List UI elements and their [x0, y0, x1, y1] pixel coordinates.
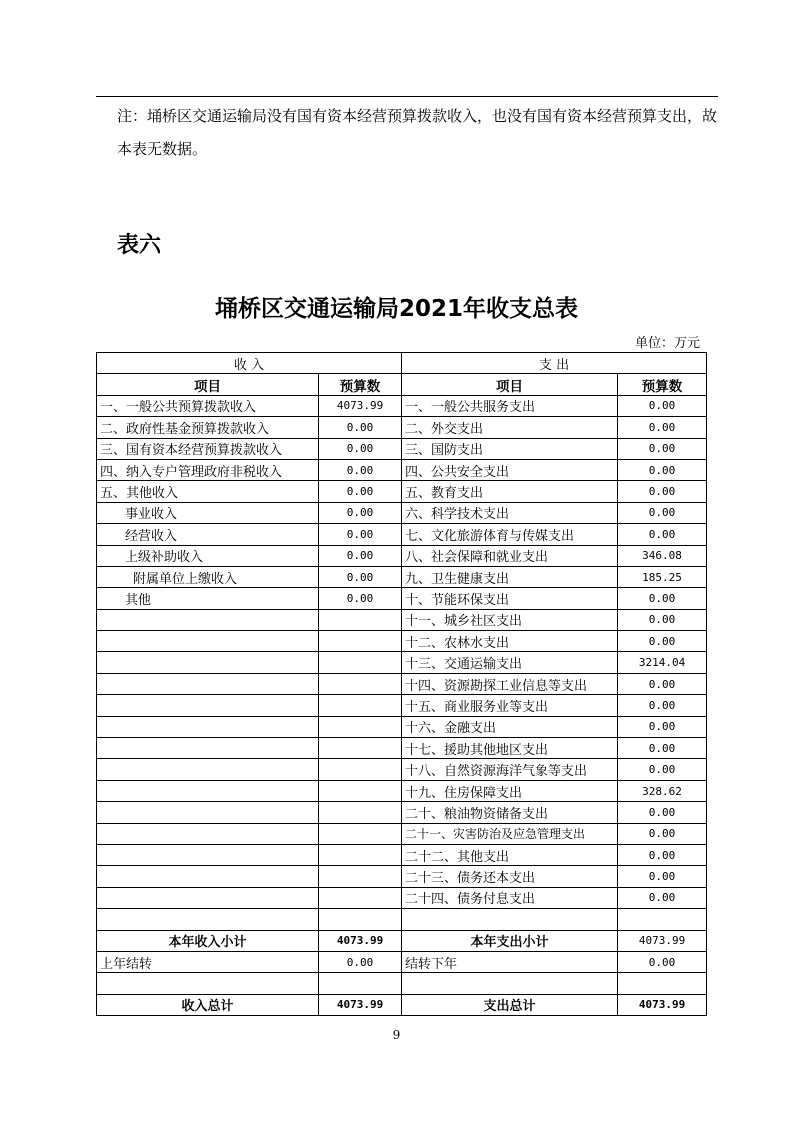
- expense-value: 0.00: [618, 481, 707, 502]
- expense-value: 0.00: [618, 588, 707, 609]
- income-value: [319, 823, 402, 844]
- table-row: [97, 866, 707, 887]
- expense-item: 八、社会保障和就业支出: [402, 545, 618, 566]
- table-row: [97, 759, 707, 780]
- income-subtotal-label: 本年收入小计: [97, 930, 319, 951]
- table-row: [97, 481, 707, 502]
- income-item: [97, 802, 319, 823]
- table-row: [97, 695, 707, 716]
- carryover-row: [97, 951, 707, 972]
- expense-item: 十一、城乡社区支出: [402, 609, 618, 630]
- income-value: [319, 652, 402, 673]
- expense-item: 十、节能环保支出: [402, 588, 618, 609]
- expense-value: 0.00: [618, 502, 707, 523]
- income-value: [319, 887, 402, 908]
- budget-summary-table: [96, 352, 707, 1016]
- income-subtotal-value: 4073.99: [319, 930, 402, 951]
- table-row: [97, 609, 707, 630]
- table-row: [97, 459, 707, 480]
- expense-value: 0.00: [618, 609, 707, 630]
- expense-item: 六、科学技术支出: [402, 502, 618, 523]
- income-item: [97, 844, 319, 865]
- expense-item: 二、外交支出: [402, 417, 618, 438]
- expense-item-header: 项目: [402, 374, 618, 395]
- table-title: 埇桥区交通运输局2021年收支总表: [214, 296, 578, 322]
- empty-row: [97, 909, 707, 930]
- expense-value: 0.00: [618, 866, 707, 887]
- table-row: [97, 631, 707, 652]
- table-row: [97, 823, 707, 844]
- income-item: [97, 780, 319, 801]
- section-label: 表六: [117, 232, 162, 258]
- expense-value: 346.08: [618, 545, 707, 566]
- income-carry-value: 0.00: [319, 951, 402, 972]
- income-value: [319, 844, 402, 865]
- income-item: 四、纳入专户管理政府非税收入: [97, 459, 319, 480]
- table-row: [97, 738, 707, 759]
- expense-value: 0.00: [618, 759, 707, 780]
- income-item: 二、政府性基金预算拨款收入: [97, 417, 319, 438]
- income-item: [97, 695, 319, 716]
- income-item: [97, 759, 319, 780]
- income-value: 0.00: [319, 417, 402, 438]
- expense-item: 十二、农林水支出: [402, 631, 618, 652]
- income-item: 附属单位上缴收入: [97, 566, 319, 587]
- income-total-value: 4073.99: [319, 994, 402, 1015]
- income-total-label: 收入总计: [97, 994, 319, 1015]
- expense-header: 支 出: [402, 353, 707, 374]
- empty-row: [97, 973, 707, 994]
- table-row: [97, 716, 707, 737]
- expense-item: 一、一般公共服务支出: [402, 395, 618, 416]
- expense-item: 十九、住房保障支出: [402, 780, 618, 801]
- expense-item: 三、国防支出: [402, 438, 618, 459]
- income-value: [319, 673, 402, 694]
- income-item-header: 项目: [97, 374, 319, 395]
- income-item: [97, 716, 319, 737]
- column-header-row: [97, 374, 707, 395]
- expense-value: 0.00: [618, 887, 707, 908]
- expense-item: 二十、粮油物资储备支出: [402, 802, 618, 823]
- income-header: 收 入: [97, 353, 402, 374]
- expense-total-label: 支出总计: [402, 994, 618, 1015]
- expense-item: 十五、商业服务业等支出: [402, 695, 618, 716]
- income-value: 0.00: [319, 481, 402, 502]
- expense-item: 二十三、债务还本支出: [402, 866, 618, 887]
- expense-value: 0.00: [618, 673, 707, 694]
- income-item: 经营收入: [97, 524, 319, 545]
- expense-value: 0.00: [618, 524, 707, 545]
- income-item: [97, 866, 319, 887]
- income-value: 0.00: [319, 438, 402, 459]
- income-item: 上级补助收入: [97, 545, 319, 566]
- income-item: [97, 673, 319, 694]
- expense-value: 0.00: [618, 631, 707, 652]
- income-item: [97, 652, 319, 673]
- expense-item: 九、卫生健康支出: [402, 566, 618, 587]
- income-item: [97, 738, 319, 759]
- income-value: 0.00: [319, 588, 402, 609]
- expense-item: 七、文化旅游体育与传媒支出: [402, 524, 618, 545]
- income-item: 一、一般公共预算拨款收入: [97, 395, 319, 416]
- income-item: 事业收入: [97, 502, 319, 523]
- expense-value: 0.00: [618, 844, 707, 865]
- table-row: [97, 438, 707, 459]
- expense-subtotal-value: 4073.99: [618, 930, 707, 951]
- income-value: [319, 802, 402, 823]
- expense-value: 0.00: [618, 802, 707, 823]
- table-row: [97, 524, 707, 545]
- table-row: [97, 844, 707, 865]
- table-row: [97, 673, 707, 694]
- income-value: [319, 866, 402, 887]
- income-value: [319, 738, 402, 759]
- expense-value: 0.00: [618, 438, 707, 459]
- expense-value: 0.00: [618, 459, 707, 480]
- unit-label: 单位：万元: [634, 336, 700, 351]
- income-item: 其他: [97, 588, 319, 609]
- income-value: [319, 780, 402, 801]
- table-row: [97, 566, 707, 587]
- expense-value: 3214.04: [618, 652, 707, 673]
- page-number: 9: [392, 1028, 401, 1042]
- income-item: 五、其他收入: [97, 481, 319, 502]
- expense-item: 十六、金融支出: [402, 716, 618, 737]
- expense-item: 十三、交通运输支出: [402, 652, 618, 673]
- income-item: [97, 823, 319, 844]
- income-value: [319, 631, 402, 652]
- expense-item: 十八、自然资源海洋气象等支出: [402, 759, 618, 780]
- table-row: [97, 652, 707, 673]
- section-header-row: [97, 353, 707, 374]
- income-value: 4073.99: [319, 395, 402, 416]
- income-value: 0.00: [319, 545, 402, 566]
- expense-value: 185.25: [618, 566, 707, 587]
- expense-carry-value: 0.00: [618, 951, 707, 972]
- expense-carry-label: 结转下年: [402, 951, 618, 972]
- expense-value: 0.00: [618, 716, 707, 737]
- expense-item: 二十二、其他支出: [402, 844, 618, 865]
- expense-item: 二十一、灾害防治及应急管理支出: [402, 823, 618, 844]
- header-rule: [96, 96, 718, 97]
- expense-value: 0.00: [618, 738, 707, 759]
- expense-value: 0.00: [618, 395, 707, 416]
- expense-item: 十七、援助其他地区支出: [402, 738, 618, 759]
- income-value: [319, 716, 402, 737]
- subtotal-row: [97, 930, 707, 951]
- income-value: [319, 759, 402, 780]
- income-item: [97, 887, 319, 908]
- table-row: [97, 395, 707, 416]
- income-value: [319, 609, 402, 630]
- expense-item: 四、公共安全支出: [402, 459, 618, 480]
- table-row: [97, 545, 707, 566]
- income-budget-header: 预算数: [319, 374, 402, 395]
- expense-value: 0.00: [618, 417, 707, 438]
- expense-value: 0.00: [618, 695, 707, 716]
- income-item: [97, 609, 319, 630]
- income-carry-label: 上年结转: [97, 951, 319, 972]
- total-row: [97, 994, 707, 1015]
- expense-total-value: 4073.99: [618, 994, 707, 1015]
- income-value: 0.00: [319, 566, 402, 587]
- income-value: [319, 695, 402, 716]
- table-row: [97, 502, 707, 523]
- expense-item: 五、教育支出: [402, 481, 618, 502]
- table-row: [97, 887, 707, 908]
- note-text: 注：埇桥区交通运输局没有国有资本经营预算拨款收入，也没有国有资本经营预算支出，故本表无数据。: [117, 107, 718, 158]
- income-value: 0.00: [319, 459, 402, 480]
- table-row: [97, 802, 707, 823]
- expense-value: 0.00: [618, 823, 707, 844]
- income-item: 三、国有资本经营预算拨款收入: [97, 438, 319, 459]
- income-value: 0.00: [319, 524, 402, 545]
- income-item: [97, 631, 319, 652]
- expense-item: 二十四、债务付息支出: [402, 887, 618, 908]
- expense-subtotal-label: 本年支出小计: [402, 930, 618, 951]
- income-value: 0.00: [319, 502, 402, 523]
- table-row: [97, 588, 707, 609]
- table-row: [97, 780, 707, 801]
- expense-budget-header: 预算数: [618, 374, 707, 395]
- expense-item: 十四、资源勘探工业信息等支出: [402, 673, 618, 694]
- expense-value: 328.62: [618, 780, 707, 801]
- table-row: [97, 417, 707, 438]
